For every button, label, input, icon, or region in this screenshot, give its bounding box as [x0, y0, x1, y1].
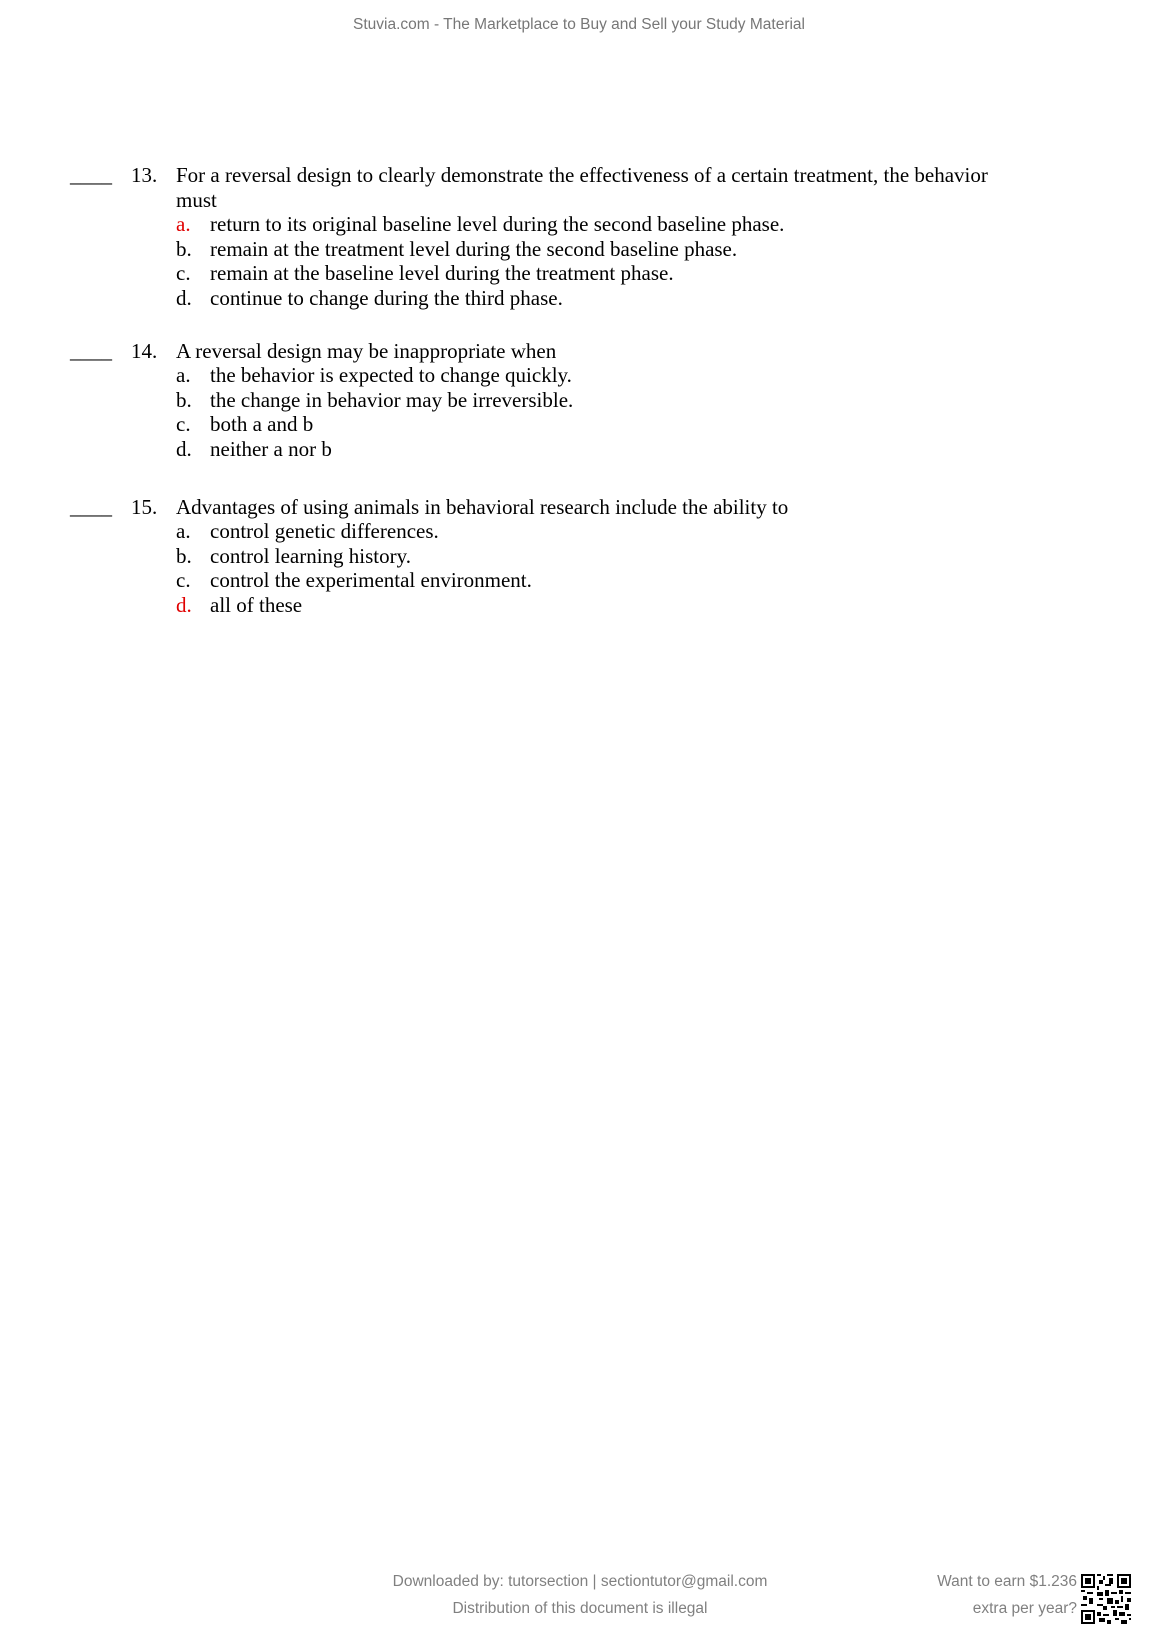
- option-text: both a and b: [210, 412, 314, 437]
- answer-blank: ____: [70, 163, 112, 187]
- question-text: A reversal design may be inappropriate when: [176, 338, 557, 363]
- answer-blank: ____: [70, 338, 112, 363]
- question-14: [0, 339, 1158, 462]
- option-letter: d.: [176, 592, 192, 617]
- question-text: For a reversal design to clearly demonstrate the effectiveness of a certain treatment, the behavior must: [176, 163, 988, 212]
- option-letter: b.: [176, 387, 192, 412]
- option-c: [0, 568, 1158, 593]
- question-15: [0, 495, 1158, 618]
- answer-blank: ____: [70, 494, 112, 519]
- option-d: [0, 593, 1158, 618]
- option-letter: c.: [176, 412, 191, 437]
- footer-downloaded-by: Downloaded by: tutorsection | sectiontutor@gmail.com: [392, 1573, 768, 1590]
- option-letter: c.: [176, 568, 191, 593]
- option-text: remain at the treatment level during the second baseline phase.: [210, 236, 738, 261]
- option-text: return to its original baseline level during the second baseline phase.: [210, 212, 785, 237]
- option-b: [0, 388, 1158, 413]
- option-b: [0, 237, 1158, 262]
- option-text: neither a nor b: [210, 436, 332, 461]
- qr-code-icon[interactable]: [1081, 1574, 1131, 1624]
- option-letter: d.: [176, 285, 192, 310]
- question-text: Advantages of using animals in behavioral research include the ability to: [176, 494, 789, 519]
- option-a: [0, 212, 1158, 237]
- option-text: all of these: [210, 592, 303, 617]
- question-number: 13.: [131, 163, 158, 187]
- option-list: [0, 212, 1158, 310]
- option-text: remain at the baseline level during the treatment phase.: [210, 261, 674, 286]
- question-list: [0, 163, 1158, 618]
- option-d: [0, 286, 1158, 311]
- option-d: [0, 437, 1158, 462]
- question-number: 14.: [131, 338, 158, 363]
- option-letter: c.: [176, 261, 191, 286]
- option-a: [0, 363, 1158, 388]
- option-letter: d.: [176, 436, 192, 461]
- option-letter: a.: [176, 212, 191, 237]
- question-number: 15.: [131, 494, 158, 519]
- footer-earn-line1[interactable]: Want to earn $1.236: [937, 1573, 1077, 1590]
- option-letter: a.: [176, 519, 191, 544]
- question-13: [0, 163, 1158, 311]
- footer-distribution: Distribution of this document is illegal: [452, 1600, 708, 1617]
- option-letter: b.: [176, 236, 192, 261]
- option-list: [0, 519, 1158, 617]
- option-letter: a.: [176, 363, 191, 388]
- option-text: control the experimental environment.: [210, 568, 532, 593]
- option-b: [0, 544, 1158, 569]
- page-header: Stuvia.com - The Marketplace to Buy and Sell your Study Material: [352, 16, 805, 33]
- option-text: the change in behavior may be irreversible.: [210, 387, 574, 412]
- option-text: control genetic differences.: [210, 519, 439, 544]
- footer-earn-line2[interactable]: extra per year?: [972, 1600, 1077, 1617]
- option-text: continue to change during the third phase.: [210, 285, 563, 310]
- option-text: control learning history.: [210, 543, 412, 568]
- option-letter: b.: [176, 543, 192, 568]
- option-list: [0, 363, 1158, 461]
- option-c: [0, 412, 1158, 437]
- option-c: [0, 261, 1158, 286]
- option-a: [0, 519, 1158, 544]
- option-text: the behavior is expected to change quickly.: [210, 363, 572, 388]
